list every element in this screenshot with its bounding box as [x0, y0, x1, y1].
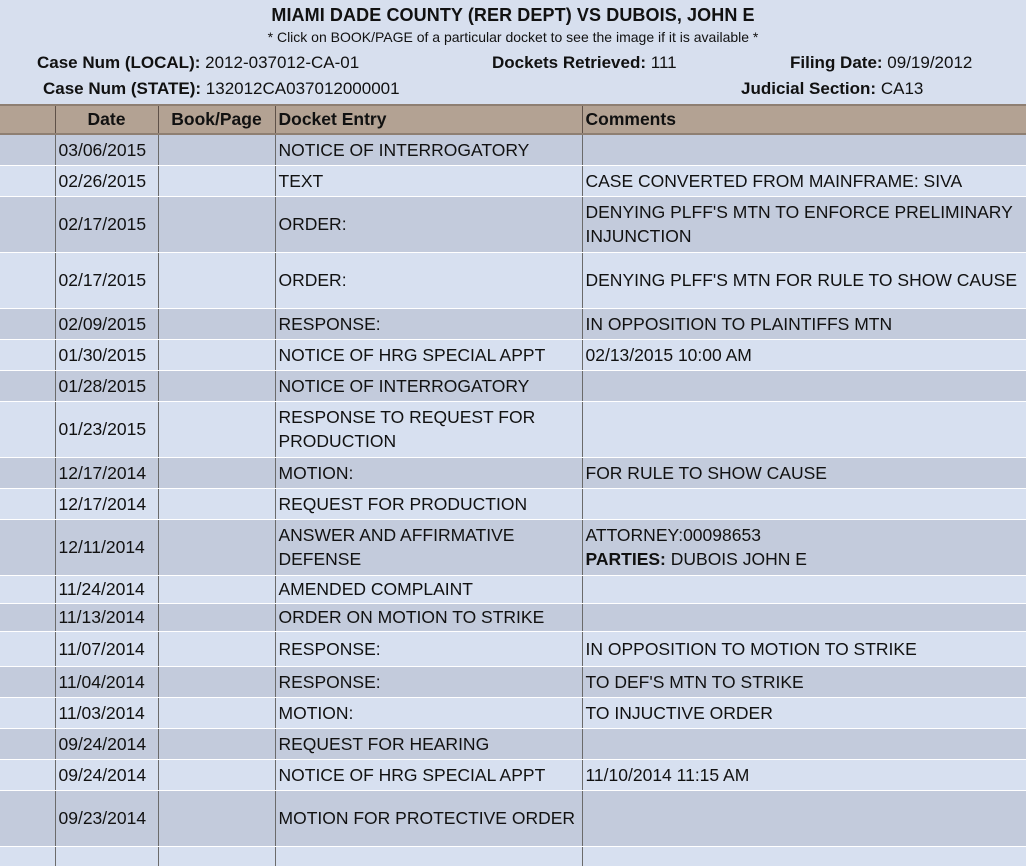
docket-book-page[interactable]: [158, 488, 275, 519]
docket-date: 09/23/2014: [55, 790, 158, 846]
docket-book-page[interactable]: [158, 196, 275, 252]
docket-comments: FOR RULE TO SHOW CAUSE: [582, 457, 1026, 488]
docket-row: [0, 165, 1026, 196]
filing-date-label: Filing Date:: [790, 53, 883, 72]
docket-comments: DENYING PLFF'S MTN FOR RULE TO SHOW CAUSE: [582, 252, 1026, 308]
comment-parties: [586, 547, 1023, 571]
row-blank-cell: [0, 759, 55, 790]
docket-book-page[interactable]: [158, 666, 275, 697]
judicial-section: [741, 79, 923, 99]
row-blank-cell: [0, 370, 55, 401]
header-date: Date: [55, 105, 158, 134]
judicial-section-value: CA13: [880, 79, 924, 98]
docket-date: 11/03/2014: [55, 697, 158, 728]
parties-label: PARTIES:: [585, 549, 666, 569]
docket-book-page[interactable]: [158, 631, 275, 666]
row-blank-cell: [0, 519, 55, 575]
docket-date: 11/04/2014: [55, 666, 158, 697]
docket-entry: AMENDED COMPLAINT: [275, 575, 582, 603]
docket-date: 02/17/2015: [55, 196, 158, 252]
docket-entry: NOTICE OF HRG SPECIAL APPT: [275, 339, 582, 370]
docket-row: [0, 252, 1026, 308]
docket-date: 03/06/2015: [55, 134, 158, 165]
docket-date: [55, 846, 158, 866]
docket-date: 09/24/2014: [55, 728, 158, 759]
docket-entry: TEXT: [275, 165, 582, 196]
docket-book-page[interactable]: [158, 519, 275, 575]
filing-date-value: 09/19/2012: [887, 53, 973, 72]
image-note: * Click on BOOK/PAGE of a particular docket to see the image if it is available *: [267, 29, 759, 45]
docket-entry: MOTION:: [275, 457, 582, 488]
filing-date: [790, 53, 972, 73]
docket-entry: [275, 846, 582, 866]
docket-row: [0, 401, 1026, 457]
docket-date: 02/26/2015: [55, 165, 158, 196]
row-blank-cell: [0, 252, 55, 308]
docket-date: 12/17/2014: [55, 457, 158, 488]
docket-book-page[interactable]: [158, 134, 275, 165]
case-title: MIAMI DADE COUNTY (RER DEPT) VS DUBOIS, JOHN E: [271, 5, 755, 25]
docket-row: [0, 134, 1026, 165]
docket-entry: NOTICE OF INTERROGATORY: [275, 134, 582, 165]
docket-book-page[interactable]: [158, 575, 275, 603]
docket-date: 02/17/2015: [55, 252, 158, 308]
docket-date: 09/24/2014: [55, 759, 158, 790]
docket-row: [0, 457, 1026, 488]
header-blank: [0, 105, 55, 134]
docket-book-page[interactable]: [158, 790, 275, 846]
docket-comments: DENYING PLFF'S MTN TO ENFORCE PRELIMINARY INJUNCTION: [582, 196, 1026, 252]
docket-entry: ORDER ON MOTION TO STRIKE: [275, 603, 582, 631]
docket-date: 11/13/2014: [55, 603, 158, 631]
case-num-state: [43, 79, 400, 99]
docket-row: [0, 519, 1026, 575]
row-blank-cell: [0, 603, 55, 631]
row-blank-cell: [0, 401, 55, 457]
docket-date: 12/11/2014: [55, 519, 158, 575]
row-blank-cell: [0, 790, 55, 846]
docket-header-row: [0, 105, 1026, 134]
docket-book-page[interactable]: [158, 339, 275, 370]
docket-book-page[interactable]: [158, 846, 275, 866]
docket-date: 12/17/2014: [55, 488, 158, 519]
docket-entry: NOTICE OF HRG SPECIAL APPT: [275, 759, 582, 790]
docket-comments: [582, 575, 1026, 603]
docket-comments: TO DEF'S MTN TO STRIKE: [582, 666, 1026, 697]
docket-row: [0, 196, 1026, 252]
docket-entry: REQUEST FOR PRODUCTION: [275, 488, 582, 519]
docket-book-page[interactable]: [158, 370, 275, 401]
docket-row: [0, 697, 1026, 728]
header-docket-entry: Docket Entry: [275, 105, 582, 134]
row-blank-cell: [0, 308, 55, 339]
row-blank-cell: [0, 339, 55, 370]
docket-row: [0, 631, 1026, 666]
docket-entry: ANSWER AND AFFIRMATIVE DEFENSE: [275, 519, 582, 575]
docket-comments: [582, 790, 1026, 846]
header-book-page: Book/Page: [158, 105, 275, 134]
row-blank-cell: [0, 196, 55, 252]
row-blank-cell: [0, 575, 55, 603]
case-num-state-label: Case Num (STATE):: [43, 79, 202, 98]
docket-date: 02/09/2015: [55, 308, 158, 339]
docket-book-page[interactable]: [158, 308, 275, 339]
docket-book-page[interactable]: [158, 728, 275, 759]
parties-value: DUBOIS JOHN E: [670, 549, 807, 569]
docket-entry: MOTION FOR PROTECTIVE ORDER: [275, 790, 582, 846]
docket-entry: ORDER:: [275, 252, 582, 308]
docket-comments: [582, 728, 1026, 759]
docket-book-page[interactable]: [158, 401, 275, 457]
row-blank-cell: [0, 697, 55, 728]
docket-comments: [582, 488, 1026, 519]
docket-entry: RESPONSE:: [275, 666, 582, 697]
row-blank-cell: [0, 631, 55, 666]
docket-date: 01/23/2015: [55, 401, 158, 457]
docket-comments: [582, 370, 1026, 401]
docket-book-page[interactable]: [158, 457, 275, 488]
docket-entry: ORDER:: [275, 196, 582, 252]
docket-row: [0, 759, 1026, 790]
docket-row: [0, 790, 1026, 846]
docket-row: [0, 370, 1026, 401]
docket-comments: [582, 519, 1026, 575]
docket-book-page[interactable]: [158, 697, 275, 728]
docket-book-page[interactable]: [158, 165, 275, 196]
dockets-retrieved-value: 111: [650, 53, 677, 72]
docket-comments: [582, 603, 1026, 631]
row-blank-cell: [0, 457, 55, 488]
judicial-section-label: Judicial Section:: [741, 79, 877, 98]
docket-comments: [582, 846, 1026, 866]
docket-book-page[interactable]: [158, 603, 275, 631]
case-num-local-value: 2012-037012-CA-01: [205, 53, 360, 72]
docket-entry: NOTICE OF INTERROGATORY: [275, 370, 582, 401]
docket-comments: IN OPPOSITION TO PLAINTIFFS MTN: [582, 308, 1026, 339]
docket-row: [0, 666, 1026, 697]
docket-book-page[interactable]: [158, 252, 275, 308]
comment-attorney: ATTORNEY:00098653: [585, 525, 761, 545]
row-blank-cell: [0, 165, 55, 196]
docket-row: [0, 575, 1026, 603]
header-comments: Comments: [582, 105, 1026, 134]
docket-comments: CASE CONVERTED FROM MAINFRAME: SIVA: [582, 165, 1026, 196]
docket-entry: RESPONSE:: [275, 631, 582, 666]
docket-row: [0, 339, 1026, 370]
docket-comments: TO INJUCTIVE ORDER: [582, 697, 1026, 728]
dockets-retrieved: [492, 53, 677, 73]
docket-date: 01/28/2015: [55, 370, 158, 401]
docket-row: [0, 603, 1026, 631]
docket-entry: RESPONSE TO REQUEST FOR PRODUCTION: [275, 401, 582, 457]
docket-book-page[interactable]: [158, 759, 275, 790]
case-num-local: [37, 53, 359, 73]
row-blank-cell: [0, 488, 55, 519]
docket-comments: [582, 401, 1026, 457]
docket-row: [0, 488, 1026, 519]
case-num-state-value: 132012CA037012000001: [205, 79, 400, 98]
docket-table: [0, 104, 1026, 867]
row-blank-cell: [0, 846, 55, 866]
case-num-local-label: Case Num (LOCAL):: [37, 53, 201, 72]
docket-row: [0, 308, 1026, 339]
docket-entry: REQUEST FOR HEARING: [275, 728, 582, 759]
docket-comments: 11/10/2014 11:15 AM: [582, 759, 1026, 790]
docket-comments: [582, 134, 1026, 165]
docket-date: 11/07/2014: [55, 631, 158, 666]
docket-row: [0, 846, 1026, 866]
docket-date: 01/30/2015: [55, 339, 158, 370]
docket-entry: RESPONSE:: [275, 308, 582, 339]
dockets-retrieved-label: Dockets Retrieved:: [492, 53, 647, 72]
row-blank-cell: [0, 134, 55, 165]
docket-entry: MOTION:: [275, 697, 582, 728]
row-blank-cell: [0, 728, 55, 759]
docket-comments: IN OPPOSITION TO MOTION TO STRIKE: [582, 631, 1026, 666]
docket-date: 11/24/2014: [55, 575, 158, 603]
row-blank-cell: [0, 666, 55, 697]
case-header: [0, 0, 1026, 104]
docket-row: [0, 728, 1026, 759]
docket-comments: 02/13/2015 10:00 AM: [582, 339, 1026, 370]
